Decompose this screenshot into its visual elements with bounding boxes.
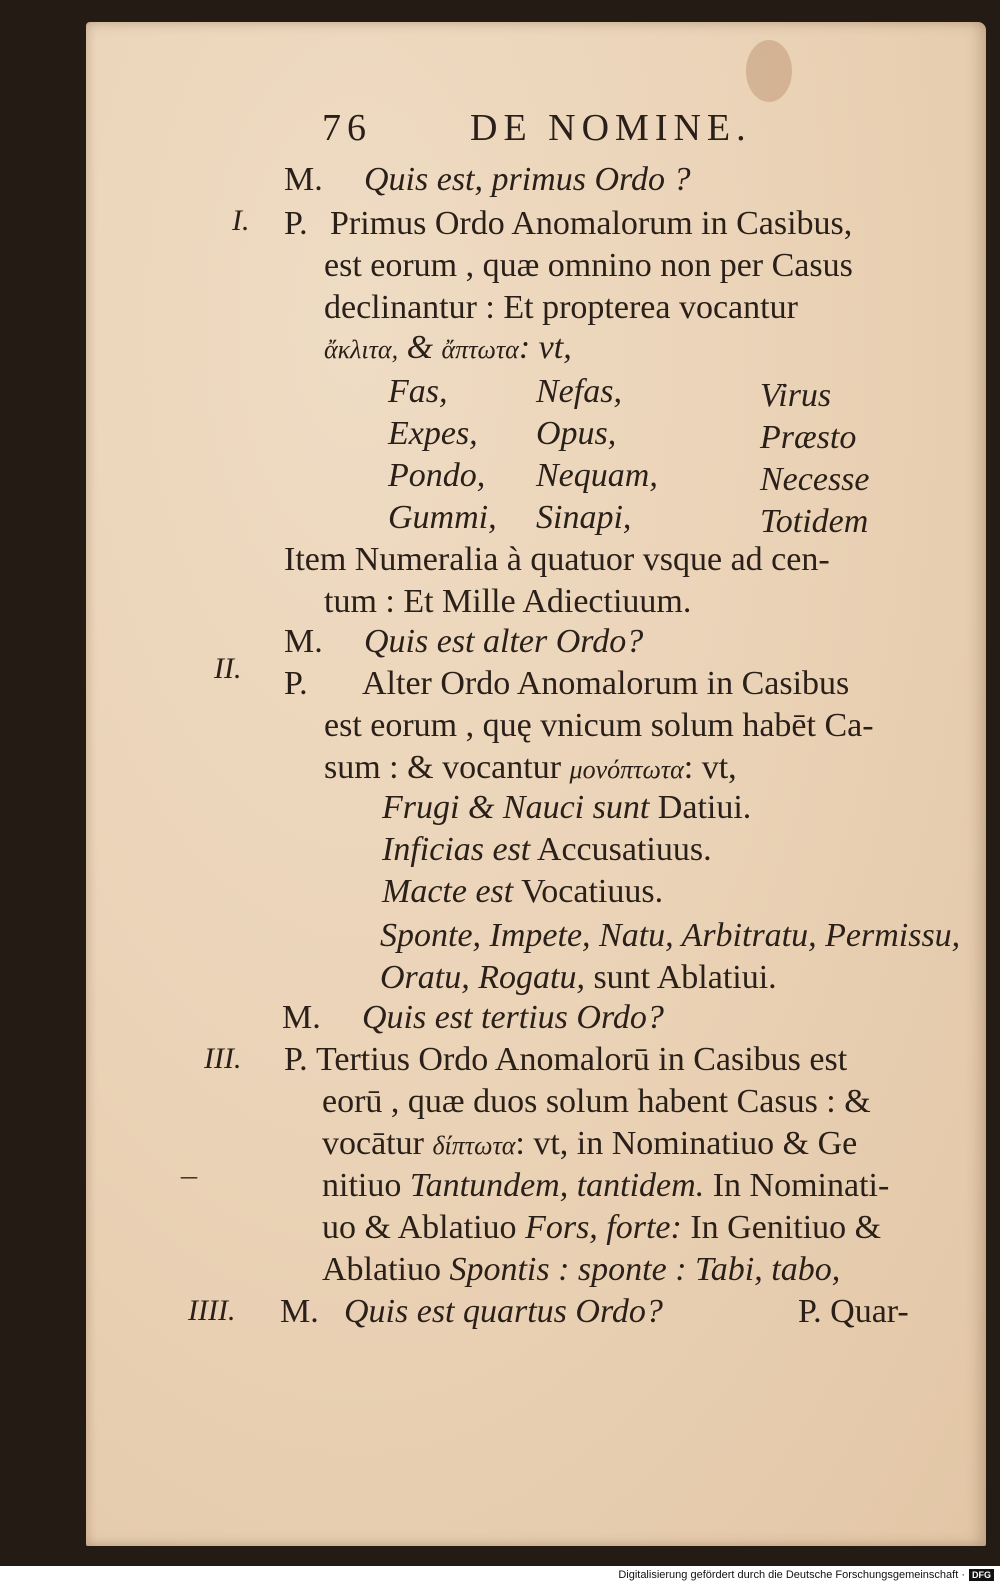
greek-word: ἄπτωτα xyxy=(441,335,519,364)
question-3: Quis est tertius Ordo? xyxy=(362,999,664,1036)
margin-numeral-iii: III. xyxy=(204,1042,242,1075)
text-run: Ablatiuo xyxy=(322,1251,441,1288)
text-run: In Nominati- xyxy=(712,1167,890,1204)
example-word: Sinapi, xyxy=(536,499,632,536)
speaker-m: M. xyxy=(282,999,321,1036)
text-line: est eorum , quę vnicum solum habēt Ca- xyxy=(324,707,874,744)
example-word: Fas, xyxy=(388,373,448,410)
text-run: Accusatiuus. xyxy=(536,831,712,868)
italic-run: Oratu, Rogatu, xyxy=(380,959,585,996)
text-run: In Genitiuo & xyxy=(690,1209,882,1246)
margin-numeral-i: I. xyxy=(232,204,250,237)
text-line: Sponte, Impete, Natu, Arbitratu, Permissu, xyxy=(380,917,961,954)
question-1: Quis est, primus Ordo ? xyxy=(364,161,691,198)
text-line: est eorum , quæ omnino non per Casus xyxy=(324,247,853,284)
speaker-p: P. xyxy=(284,1041,308,1078)
speaker-p: P. xyxy=(284,665,308,702)
speaker-m: M. xyxy=(284,623,323,660)
text-line xyxy=(380,958,777,998)
question-4: Quis est quartus Ordo? xyxy=(344,1293,663,1330)
greek-word: ἄκλιτα, xyxy=(324,335,399,364)
text-line xyxy=(322,1124,857,1166)
example-word: Virus xyxy=(760,377,832,414)
text-line: Alter Ordo Anomalorum in Casibus xyxy=(362,665,850,702)
text-line xyxy=(322,1166,889,1206)
text-line: tum : Et Mille Adiectiuum. xyxy=(324,583,692,620)
greek-terms-line xyxy=(324,328,572,370)
text-run: : vt, xyxy=(683,749,737,786)
text-line xyxy=(324,748,737,790)
margin-numeral-ii: II. xyxy=(214,652,242,685)
example-word: Nefas, xyxy=(536,373,622,410)
example-word: Totidem xyxy=(760,503,869,540)
ampersand: & xyxy=(406,329,434,366)
question-2: Quis est alter Ordo? xyxy=(364,623,644,660)
margin-dash: ---- xyxy=(180,1166,196,1186)
digitization-footer xyxy=(520,1566,1000,1584)
text-run: nitiuo xyxy=(322,1167,402,1204)
paper-stain xyxy=(746,40,792,102)
text-line: Primus Ordo Anomalorum in Casibus, xyxy=(330,205,853,242)
greek-word: δίπτωτα xyxy=(432,1131,516,1160)
example-word: Gummi, xyxy=(388,499,497,536)
margin-numeral-iiii: IIII. xyxy=(188,1294,236,1327)
text-line xyxy=(382,788,751,828)
page-number: 76 xyxy=(322,107,372,149)
text-line xyxy=(382,872,663,912)
italic-run: Tantundem, tantidem. xyxy=(409,1167,705,1204)
catchword: P. Quar- xyxy=(798,1293,909,1330)
greek-word: μονόπτωτα xyxy=(569,755,684,784)
text-run: sum : & vocantur xyxy=(324,749,562,786)
example-word: Opus, xyxy=(536,415,617,452)
text-run: vocātur xyxy=(322,1125,424,1162)
text-line xyxy=(322,1208,881,1248)
text-line: Item Numeralia à quatuor vsque ad cen- xyxy=(284,541,830,578)
example-word: Pondo, xyxy=(388,457,486,494)
dfg-logo: DFG xyxy=(969,1569,994,1581)
speaker-m: M. xyxy=(280,1293,319,1330)
example-word: Præsto xyxy=(760,419,857,456)
example-word: Nequam, xyxy=(536,457,658,494)
italic-run: Inficias est xyxy=(382,831,531,868)
text-line xyxy=(322,1250,840,1290)
example-word: Expes, xyxy=(388,415,478,452)
speaker-m: M. xyxy=(284,161,323,198)
text-line: eorū , quæ duos solum habent Casus : & xyxy=(322,1083,871,1120)
text-run: Datiui. xyxy=(657,789,752,826)
italic-run: Macte est xyxy=(382,873,514,910)
italic-run: Fors, forte: xyxy=(525,1209,682,1246)
book-page xyxy=(86,22,986,1546)
text-run: Vocatiuus. xyxy=(521,873,664,910)
italic-run: Frugi & Nauci sunt xyxy=(382,789,650,826)
text-run: uo & Ablatiuo xyxy=(322,1209,517,1246)
text-line xyxy=(382,830,712,870)
vt-text: : vt, xyxy=(518,329,572,366)
text-line: Tertius Ordo Anomalorū in Casibus est xyxy=(316,1041,848,1078)
speaker-p: P. xyxy=(284,205,308,242)
text-line: declinantur : Et propterea vocantur xyxy=(324,289,798,326)
text-run: sunt Ablatiui. xyxy=(593,959,777,996)
footer-text: Digitalisierung gefördert durch die Deutsche Forschungsgemeinschaft · xyxy=(618,1569,965,1581)
example-word: Necesse xyxy=(760,461,870,498)
italic-run: Spontis : sponte : Tabi, tabo, xyxy=(449,1251,841,1288)
running-title: DE NOMINE. xyxy=(470,107,752,149)
text-run: : vt, in Nominatiuo & Ge xyxy=(515,1125,858,1162)
